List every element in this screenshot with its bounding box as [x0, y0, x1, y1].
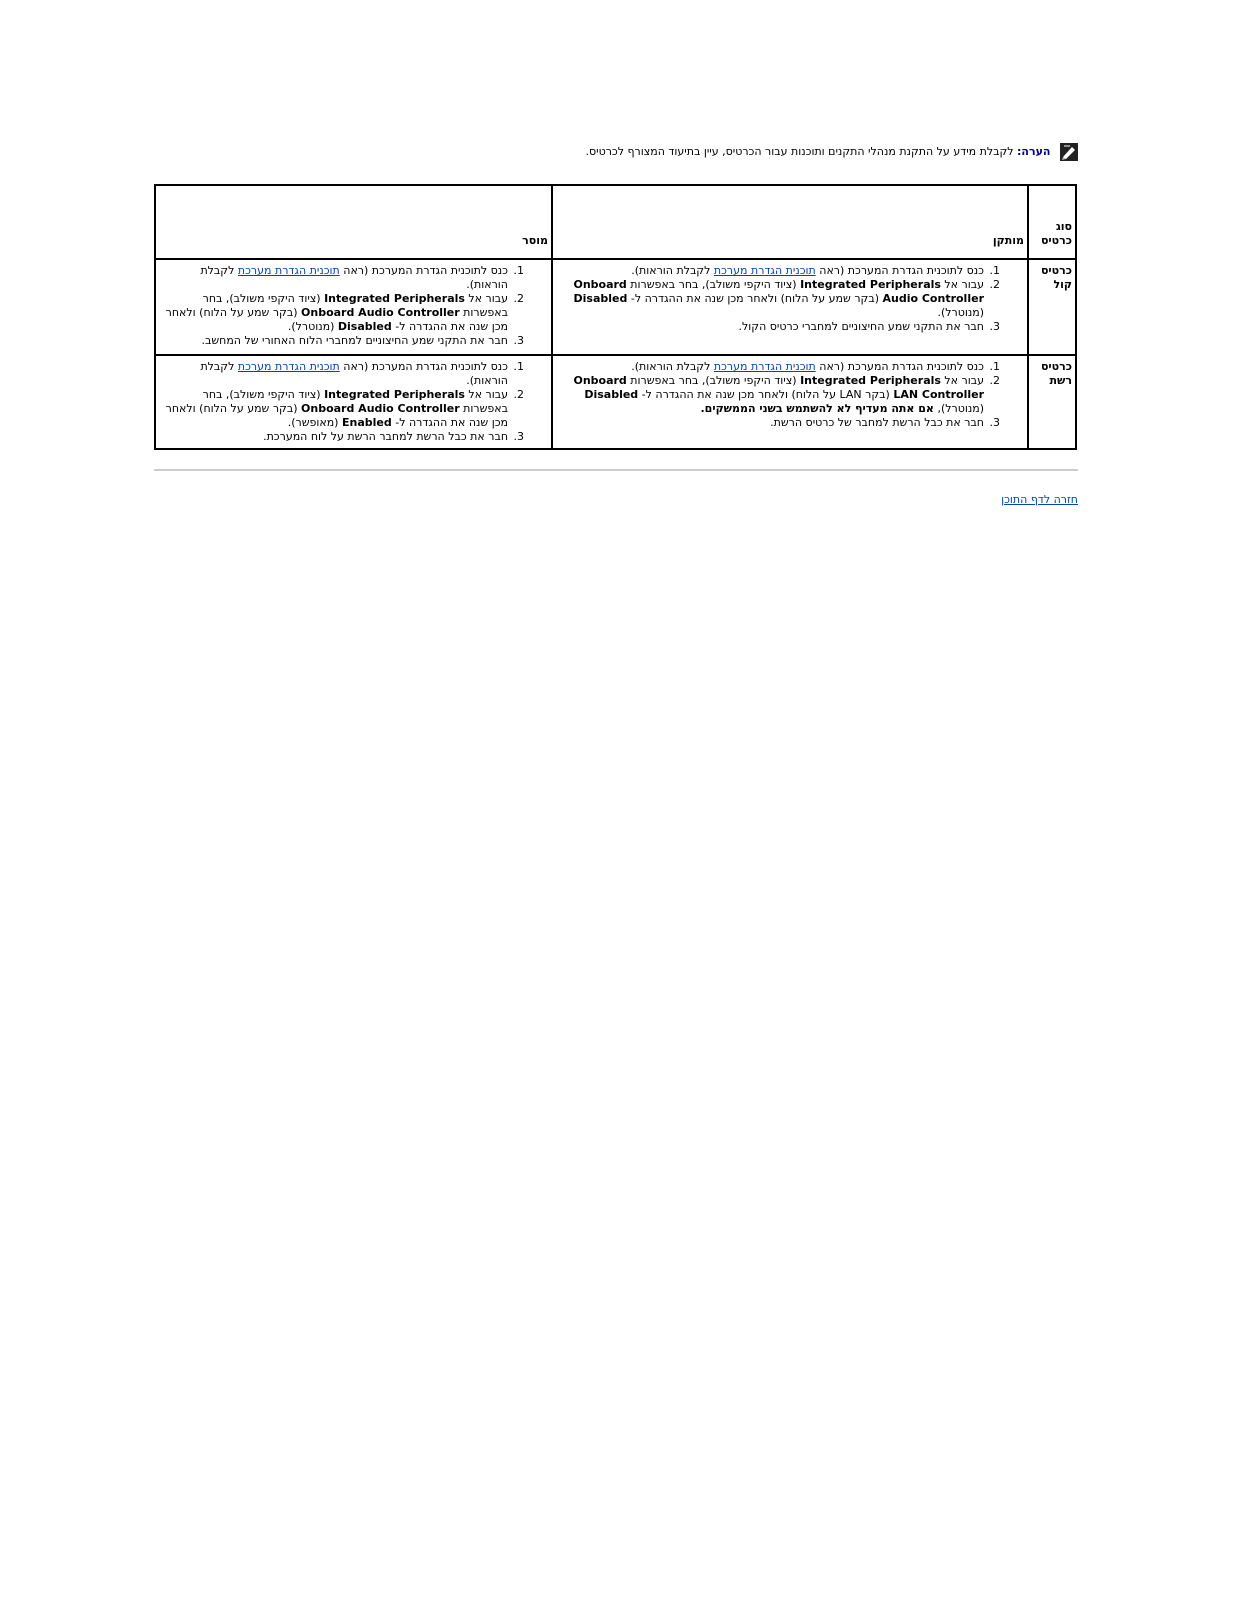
step-text: עבור אל	[464, 388, 508, 401]
step-text: (בקר שמע על הלוח) ולאחר מכן שנה את ההגדרה ל-	[165, 402, 508, 429]
list-item	[556, 360, 986, 374]
setting-value: Disabled	[573, 292, 628, 305]
step-text: (ציוד היקפי משולב), בחר באפשרות	[626, 278, 801, 291]
step-text: (בקר שמע על הלוח) ולאחר מכן שנה את ההגדרה ל-	[165, 306, 508, 333]
setting-name: Onboard Audio Controller	[301, 306, 460, 319]
table-row	[155, 259, 1076, 355]
step-text: לקבלת הוראות).	[200, 360, 508, 387]
removed-cell	[155, 259, 552, 355]
setting-name: Onboard Audio Controller	[573, 278, 984, 305]
step-text: כנס לתוכנית הגדרת המערכת (ראה	[339, 264, 508, 277]
note-pencil-icon	[1060, 143, 1078, 161]
setting-name: Integrated Peripherals	[800, 278, 941, 291]
step-text: עבור אל	[464, 292, 508, 305]
list-item	[159, 292, 510, 334]
list-item	[159, 264, 510, 292]
installed-cell	[552, 259, 1028, 355]
step-text: עבור אל	[940, 278, 984, 291]
setting-name: Integrated Peripherals	[324, 292, 465, 305]
setting-value: Disabled	[337, 320, 392, 333]
system-setup-link[interactable]: תוכנית הגדרת מערכת	[237, 360, 340, 373]
table-header-row	[155, 185, 1076, 259]
step-text: (ציוד היקפי משולב), בחר באפשרות	[626, 374, 801, 387]
step-text: עבור אל	[940, 374, 984, 387]
list-item	[556, 278, 986, 320]
step-text: כנס לתוכנית הגדרת המערכת (ראה	[815, 360, 984, 373]
list-item: 3. חבר את כבל הרשת למחבר הרשת על לוח המערכת.	[159, 430, 510, 444]
setting-value: Disabled	[584, 388, 639, 401]
step-text: כנס לתוכנית הגדרת המערכת (ראה	[339, 360, 508, 373]
back-to-contents-link[interactable]: חזרה לדף התוכן	[1001, 493, 1078, 506]
emphasis-text: אם אתה מעדיף לא להשתמש בשני הממשקים.	[700, 402, 934, 415]
step-text: (ציוד היקפי משולב), בחר באפשרות	[202, 388, 508, 415]
list-item	[556, 264, 986, 278]
step-text: (מנוטרל),	[933, 402, 984, 415]
step-text: כנס לתוכנית הגדרת המערכת (ראה	[815, 264, 984, 277]
card-type-cell: כרטיס קול	[1028, 259, 1076, 355]
step-text: (מנוטרל).	[287, 320, 338, 333]
system-setup-link[interactable]: תוכנית הגדרת מערכת	[713, 360, 816, 373]
list-item	[159, 360, 510, 388]
list-item: 3. חבר את התקני שמע החיצוניים למחברי כרטיס הקול.	[556, 320, 986, 334]
steps-list	[556, 264, 1024, 334]
steps-list	[556, 360, 1024, 430]
list-item: 3. חבר את התקני שמע החיצוניים למחברי הלוח האחורי של המחשב.	[159, 334, 510, 348]
table-row	[155, 355, 1076, 449]
list-item	[159, 388, 510, 430]
setting-value: Enabled	[341, 416, 392, 429]
note-label: הערה:	[1017, 145, 1051, 158]
system-setup-link[interactable]: תוכנית הגדרת מערכת	[713, 264, 816, 277]
note	[154, 143, 1078, 161]
horizontal-divider	[154, 469, 1078, 471]
step-text: (מנוטרל).	[937, 306, 984, 319]
step-text: (ציוד היקפי משולב), בחר באפשרות	[202, 292, 508, 319]
header-card-type: סוג כרטיס	[1028, 185, 1076, 259]
setting-name: Integrated Peripherals	[800, 374, 941, 387]
step-text: (בקר LAN על הלוח) ולאחר מכן שנה את ההגדרה ל-	[638, 388, 894, 401]
note-text: לקבלת מידע על התקנת מנהלי התקנים ותוכנות עבור הכרטיס, עיין בתיעוד המצורף לכרטיס.	[585, 145, 1014, 158]
header-removed: מוסר	[155, 185, 552, 259]
system-setup-link[interactable]: תוכנית הגדרת מערכת	[237, 264, 340, 277]
step-text: לקבלת הוראות).	[631, 360, 714, 373]
setting-name: Onboard Audio Controller	[301, 402, 460, 415]
header-installed: מותקן	[552, 185, 1028, 259]
setting-name: Onboard LAN Controller	[573, 374, 984, 401]
card-type-cell: כרטיס רשת	[1028, 355, 1076, 449]
installed-cell	[552, 355, 1028, 449]
step-text: לקבלת הוראות).	[631, 264, 714, 277]
steps-list	[159, 264, 548, 348]
step-text: לקבלת הוראות).	[200, 264, 508, 291]
steps-list	[159, 360, 548, 444]
removed-cell	[155, 355, 552, 449]
card-settings-table	[154, 184, 1077, 450]
step-text: (בקר שמע על הלוח) ולאחר מכן שנה את ההגדרה ל-	[627, 292, 883, 305]
list-item: 3. חבר את כבל הרשת למחבר של כרטיס הרשת.	[556, 416, 986, 430]
list-item	[556, 374, 986, 416]
setting-name: Integrated Peripherals	[324, 388, 465, 401]
back-link-container	[954, 493, 1078, 506]
step-text: (מאופשר).	[287, 416, 342, 429]
